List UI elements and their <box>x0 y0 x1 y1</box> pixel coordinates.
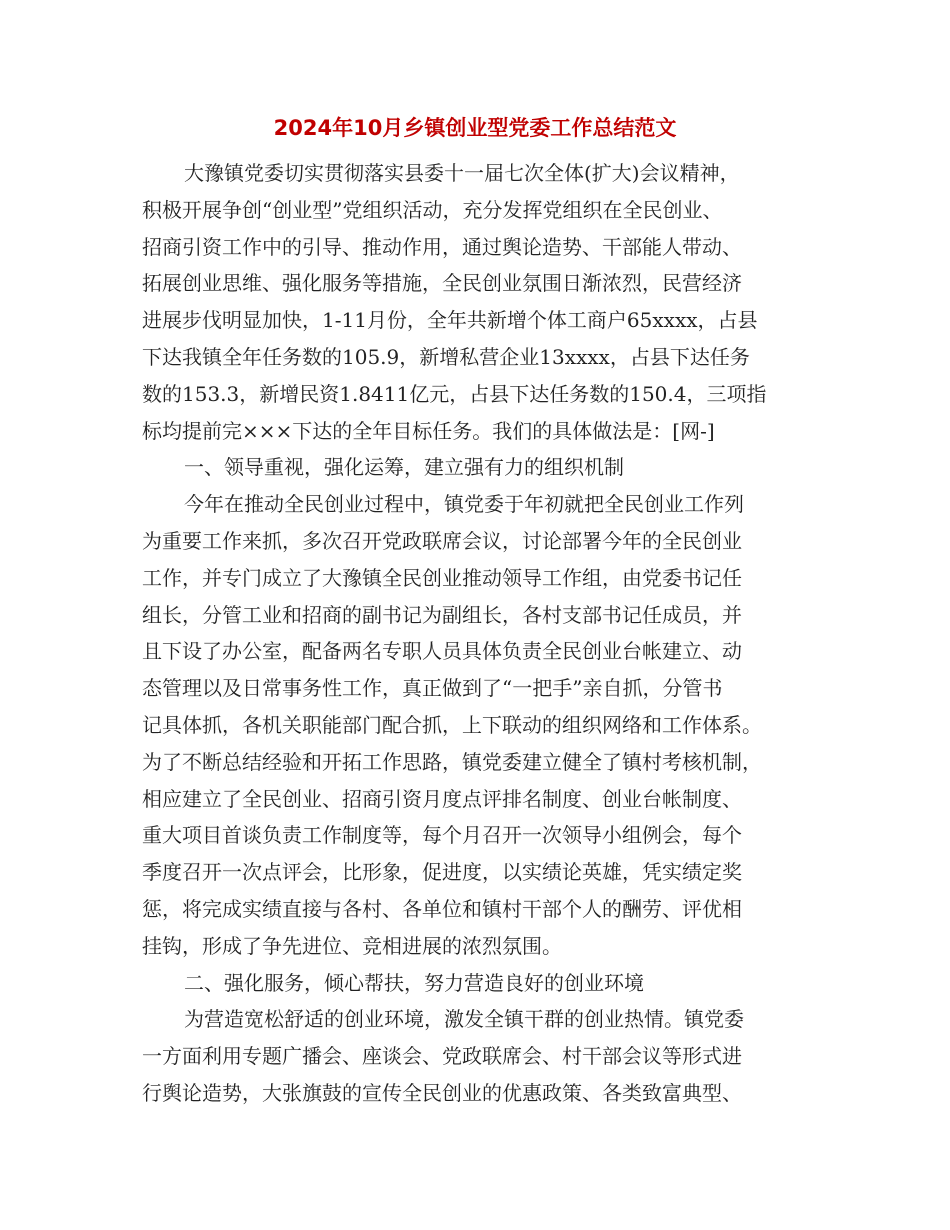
body-line: 进展步伐明显加快，1-11月份，全年共新增个体工商户65xxxx，占县 <box>142 308 758 333</box>
body-line: 招商引资工作中的引导、推动作用，通过舆论造势、干部能人带动、 <box>142 234 742 259</box>
body-line: 一、领导重视，强化运筹，建立强有力的组织机制 <box>184 455 624 480</box>
body-line: 惩，将完成实绩直接与各村、各单位和镇村干部个人的酬劳、评优相 <box>142 896 742 921</box>
body-line: 大豫镇党委切实贯彻落实县委十一届七次全体(扩大)会议精神， <box>184 161 740 185</box>
body-line: 拓展创业思维、强化服务等措施，全民创业氛围日渐浓烈，民营经济 <box>142 271 742 296</box>
body-line: 数的153.3，新增民资1.8411亿元，占县下达任务数的150.4，三项指 <box>142 381 767 406</box>
body-line: 季度召开一次点评会，比形象，促进度，以实绩论英雄，凭实绩定奖 <box>142 860 742 885</box>
body-line: 积极开展争创“创业型”党组织活动，充分发挥党组织在全民创业、 <box>142 197 723 222</box>
body-line: 记具体抓，各机关职能部门配合抓，上下联动的组织网络和工作体系。 <box>142 712 762 737</box>
body-line: 相应建立了全民创业、招商引资月度点评排名制度、创业台帐制度、 <box>142 786 742 811</box>
body-line: 为重要工作来抓，多次召开党政联席会议，讨论部署今年的全民创业 <box>142 528 742 553</box>
body-line: 态管理以及日常事务性工作，真正做到了“一把手”亲自抓，分管书 <box>142 676 723 701</box>
body-line: 标均提前完×××下达的全年目标任务。我们的具体做法是：[网-] <box>142 418 715 443</box>
body-line: 重大项目首谈负责工作制度等，每个月召开一次领导小组例会，每个 <box>142 823 742 848</box>
body-line: 一方面利用专题广播会、座谈会、党政联席会、村干部会议等形式进 <box>142 1044 742 1069</box>
body-line: 今年在推动全民创业过程中，镇党委于年初就把全民创业工作列 <box>184 492 744 517</box>
document-title: 2024年10月乡镇创业型党委工作总结范文 <box>273 116 677 140</box>
body-line: 二、强化服务，倾心帮扶，努力营造良好的创业环境 <box>184 970 644 995</box>
body-line: 挂钩，形成了争先进位、竞相进展的浓烈氛围。 <box>142 933 562 958</box>
body-line: 为了不断总结经验和开拓工作思路，镇党委建立健全了镇村考核机制， <box>142 749 762 774</box>
document-body <box>142 155 810 1112</box>
body-line: 为营造宽松舒适的创业环境，激发全镇干群的创业热情。镇党委 <box>184 1007 744 1032</box>
body-line: 工作，并专门成立了大豫镇全民创业推动领导工作组，由党委书记任 <box>142 565 742 590</box>
body-line: 且下设了办公室，配备两名专职人员具体负责全民创业台帐建立、动 <box>142 639 742 664</box>
body-line: 行舆论造势，大张旗鼓的宣传全民创业的优惠政策、各类致富典型、 <box>142 1080 742 1105</box>
body-line: 组长，分管工业和招商的副书记为副组长，各村支部书记任成员，并 <box>142 602 742 627</box>
body-line: 下达我镇全年任务数的105.9，新增私营企业13xxxx，占县下达任务 <box>142 344 750 369</box>
